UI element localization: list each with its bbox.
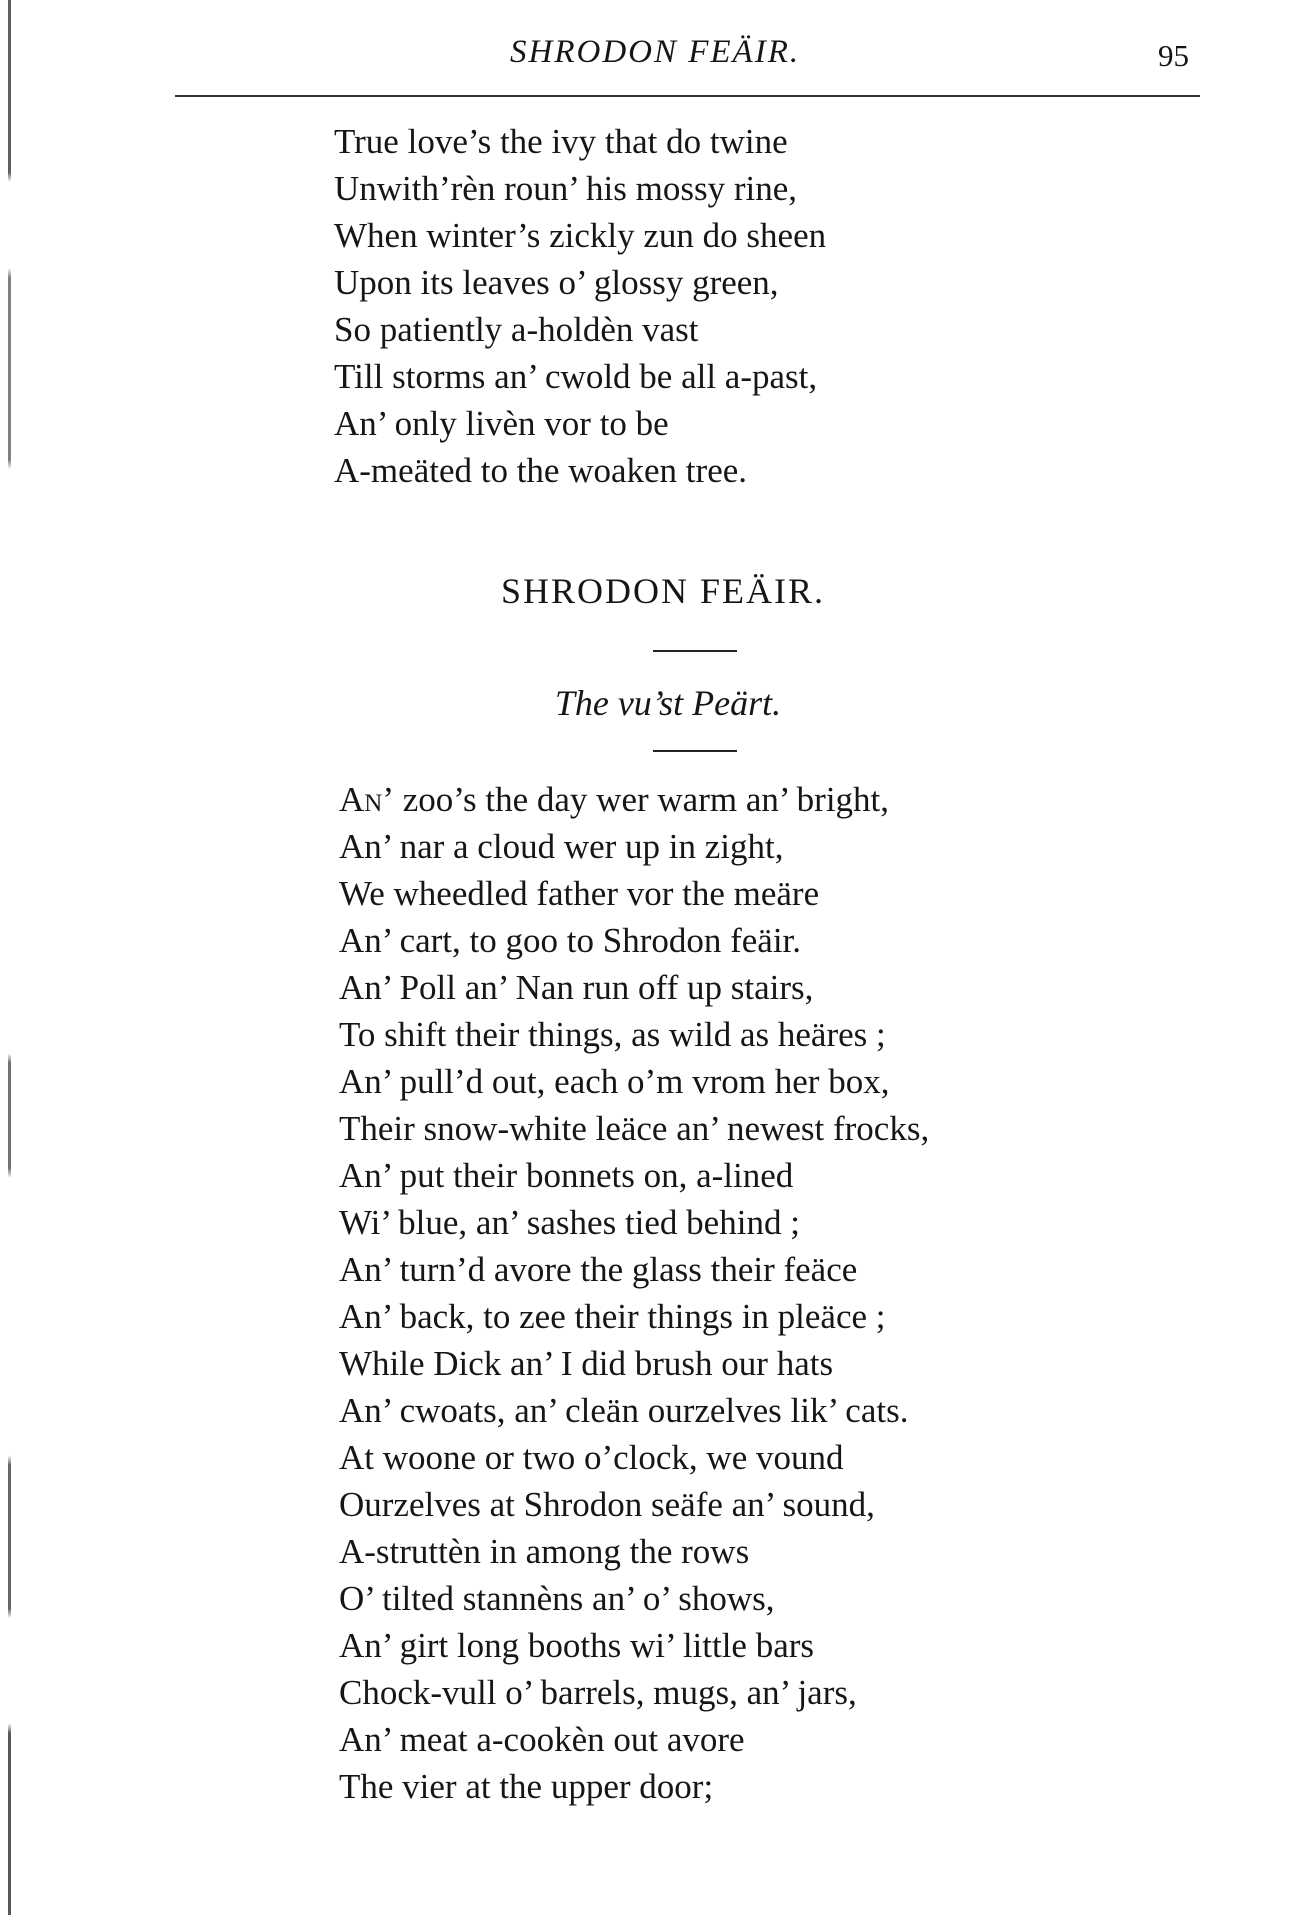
verse-line: So patiently a-holdèn vast — [334, 310, 699, 349]
verse-line: An’ put their bonnets on, a-lined — [339, 1156, 794, 1195]
verse-line: Upon its leaves o’ glossy green, — [334, 263, 779, 302]
verse-line: An’ girt long booths wi’ little bars — [339, 1626, 815, 1665]
verse-line: An’ back, to zee their things in pleäce ; — [339, 1297, 886, 1336]
part-title: The vu’st Peärt. — [554, 683, 782, 723]
first-line-rest: zoo’s the day wer warm an’ bright, — [394, 780, 890, 819]
running-head — [0, 34, 1300, 74]
verse-line: An’ only livèn vor to be — [334, 404, 669, 443]
verse-line: O’ tilted stannèns an’ o’ shows, — [339, 1579, 775, 1618]
poem-title: SHRODON FEÄIR. — [500, 571, 826, 611]
page-number: 95 — [1158, 38, 1189, 73]
verse-line: At woone or two o’clock, we vound — [339, 1438, 844, 1477]
verse-line: A-struttèn in among the rows — [339, 1532, 750, 1571]
header-rule — [175, 95, 1200, 97]
verse-line: An’ nar a cloud wer up in zight, — [339, 827, 784, 866]
verse-line: Wi’ blue, an’ sashes tied behind ; — [339, 1203, 800, 1242]
title-rule-bottom — [653, 750, 737, 752]
verse-line: Ourzelves at Shrodon seäfe an’ sound, — [339, 1485, 875, 1524]
verse-line: When winter’s zickly zun do sheen — [334, 216, 827, 255]
verse-line: An’ cart, to goo to Shrodon feäir. — [339, 921, 802, 960]
verse-line: Till storms an’ cwold be all a-past, — [334, 357, 818, 396]
verse-line: An’ meat a-cookèn out avore — [339, 1720, 745, 1759]
verse-line: We wheedled father vor the meäre — [339, 874, 820, 913]
verse-line: An’ pull’d out, each o’m vrom her box, — [339, 1062, 890, 1101]
verse-line: A-meäted to the woaken tree. — [334, 451, 748, 490]
verse-line: While Dick an’ I did brush our hats — [339, 1344, 834, 1383]
verse-line: True love’s the ivy that do twine — [334, 122, 788, 161]
verse-line: To shift their things, as wild as heäres ; — [339, 1015, 886, 1054]
poem-stanza — [0, 776, 1300, 1810]
verse-line: An’ cwoats, an’ cleän ourzelves lik’ cats. — [339, 1391, 909, 1430]
verse-line: Their snow-white leäce an’ newest frocks, — [339, 1109, 930, 1148]
first-word: An’ — [339, 780, 394, 819]
verse-line: An’ turn’d avore the glass their feäce — [339, 1250, 858, 1289]
verse-line: An’ Poll an’ Nan run off up stairs, — [339, 968, 814, 1007]
previous-poem-stanza — [0, 118, 1300, 494]
verse-line-first — [339, 776, 1300, 823]
title-rule-top — [653, 650, 737, 652]
verse-line: Unwith’rèn roun’ his mossy rine, — [334, 169, 798, 208]
running-title: SHRODON FEÄIR. — [510, 34, 801, 70]
verse-line: Chock-vull o’ barrels, mugs, an’ jars, — [339, 1673, 857, 1712]
verse-line: The vier at the upper door; — [339, 1767, 714, 1806]
